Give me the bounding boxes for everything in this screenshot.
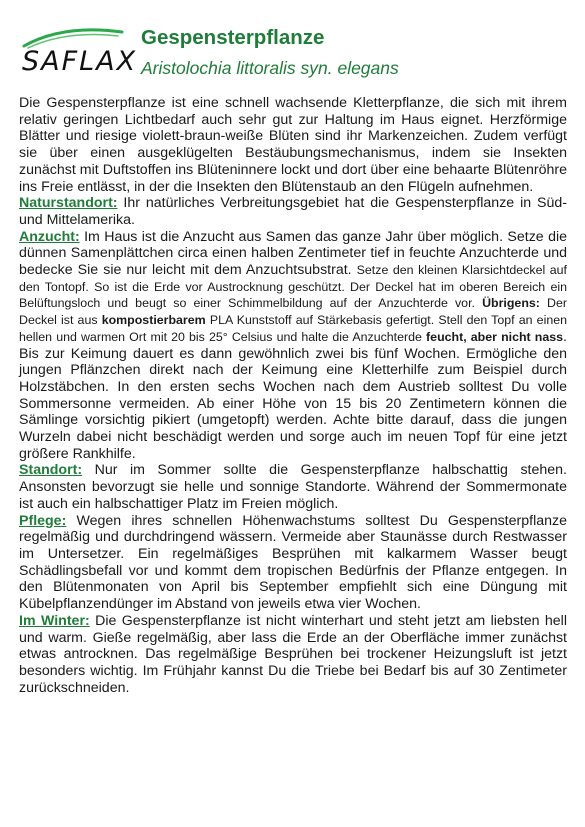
heading-naturstandort: Naturstandort: xyxy=(19,195,118,212)
text-pflege: Wegen ihres schnellen Höhenwachstums solltest Du Gespensterpflanze regelmäßig und durchdringend wässern. Vermeide aber Staunässe durch Restwasser im Untersetzer. Ein regelmäßiges Besprühen mit kalkarmem Wasser beugt Schädlingsbefall vor und kommt dem tropischen Bedürfnis der Pflanze entgegen. In den Blütenmonaten von April bis September empfiehlt sich eine Düngung mit Kübelpflanzendünger im Abstand von jeweils etwa vier Wochen. xyxy=(19,512,567,613)
text-winter: Die Gespensterpflanze ist nicht winterhart und steht jetzt am liebsten hell und warm. Gieße regelmäßig, aber lass die Erde an der Oberfläche immer zunächst etwas antrocknen. Das regelmäßige Besprühen bei trockener Heizungsluft ist jetzt besonders wichtig. Im Frühjahr kannst Du die Triebe bei Bedarf bis auf 30 Zentimeter zurückschneiden. xyxy=(19,612,567,696)
text-naturstandort: Ihr natürliches Verbreitungsgebiet hat die Gespensterpflanze in Süd- und Mittelamerika. xyxy=(19,195,567,228)
logo-text: SAFLAX xyxy=(22,46,138,77)
section-naturstandort xyxy=(19,195,567,228)
text-anzucht-e: . Bis zur Keimung dauert es dann gewöhnlich zwei bis fünf Wochen. Ermögliche den jungen Pflänzchen direkt nach der Keimung eine Kletterhilfe zum Beispiel durch Holzstäbchen. In den ersten sechs Wochen nach dem Austrieb solltest Du volle Sommersonne vermeiden. Ab einer Höhe von 15 bis 20 Zentimetern können die Sämlinge vorsichtig pikiert (umgetopft) werden. Achte bitte darauf, dass die jungen Wurzeln dabei nicht beschädigt werden und sorge auch im neuen Topf für eine jetzt größere Rankhilfe. xyxy=(19,328,567,462)
text-standort: Nur im Sommer sollte die Gespensterpflanze halbschattig stehen. Ansonsten bevorzugt sie helle und sonnige Standorte. Während der Sommermonate ist auch ein halbschattiger Platz im Freien möglich. xyxy=(19,462,567,512)
heading-winter: Im Winter: xyxy=(19,612,90,629)
page-subtitle: Aristolochia littoralis syn. elegans xyxy=(141,58,399,78)
text-anzucht-c: Der Deckel ist aus xyxy=(19,296,567,328)
section-winter xyxy=(19,613,567,697)
bold-feucht: feucht, aber nicht nass xyxy=(426,329,564,344)
bold-uebrigens: Übrigens: xyxy=(482,296,540,311)
text-anzucht-d: PLA Kunststoff auf Stärkebasis gefertigt. Stell den Topf an einen hellen und warmen Ort mit 20 bis 25° Celsius und halte die Anzuchterde xyxy=(19,313,567,344)
heading-anzucht: Anzucht: xyxy=(19,228,80,245)
section-pflege xyxy=(19,513,567,613)
heading-standort: Standort: xyxy=(19,462,83,479)
document-body xyxy=(19,95,567,696)
text-anzucht-b: Setze den kleinen Klarsichtdeckel auf den Tontopf. So ist die Erde vor Austrocknung geschützt. Der Deckel hat im oberen Bereich ein Belüftungsloch und beugt so einer Schimmelbildung auf der Anzuchterde vor. xyxy=(19,263,568,311)
text-anzucht-a: Im Haus ist die Anzucht aus Samen das ganze Jahr über möglich. Setze die dünnen Samenplättchen circa einen halben Zentimeter tief in feuchte Anzuchterde und bedecke Sie sie nur leicht mit dem Anzuchtsubstrat. xyxy=(19,228,567,279)
intro-paragraph: Die Gespensterpflanze ist eine schnell wachsende Kletterpflanze, die sich mit ihrem relativ geringen Lichtbedarf auch sehr gut zur Haltung im Haus eignet. Herzförmige Blätter und riesige violett-braun-weiße Blüten sind ihr Markenzeichen. Zudem verfügt sie über einen ausgeklügelten Bestäubungsmechanismus, indem sie Insekten zunächst mit Duftstoffen ins Blüteninnere lockt und dort über eine behaarte Blütenröhre ins Freie entlässt, in der die Insekten den Blütenstaub an den Flügeln aufnehmen. xyxy=(19,95,567,195)
bold-kompostierbarem: kompostierbarem xyxy=(101,313,206,328)
saflax-logo xyxy=(18,22,138,84)
section-standort xyxy=(19,462,567,512)
page-title: Gespensterpflanze xyxy=(141,26,325,49)
heading-pflege: Pflege: xyxy=(19,512,67,529)
section-anzucht xyxy=(19,229,567,463)
